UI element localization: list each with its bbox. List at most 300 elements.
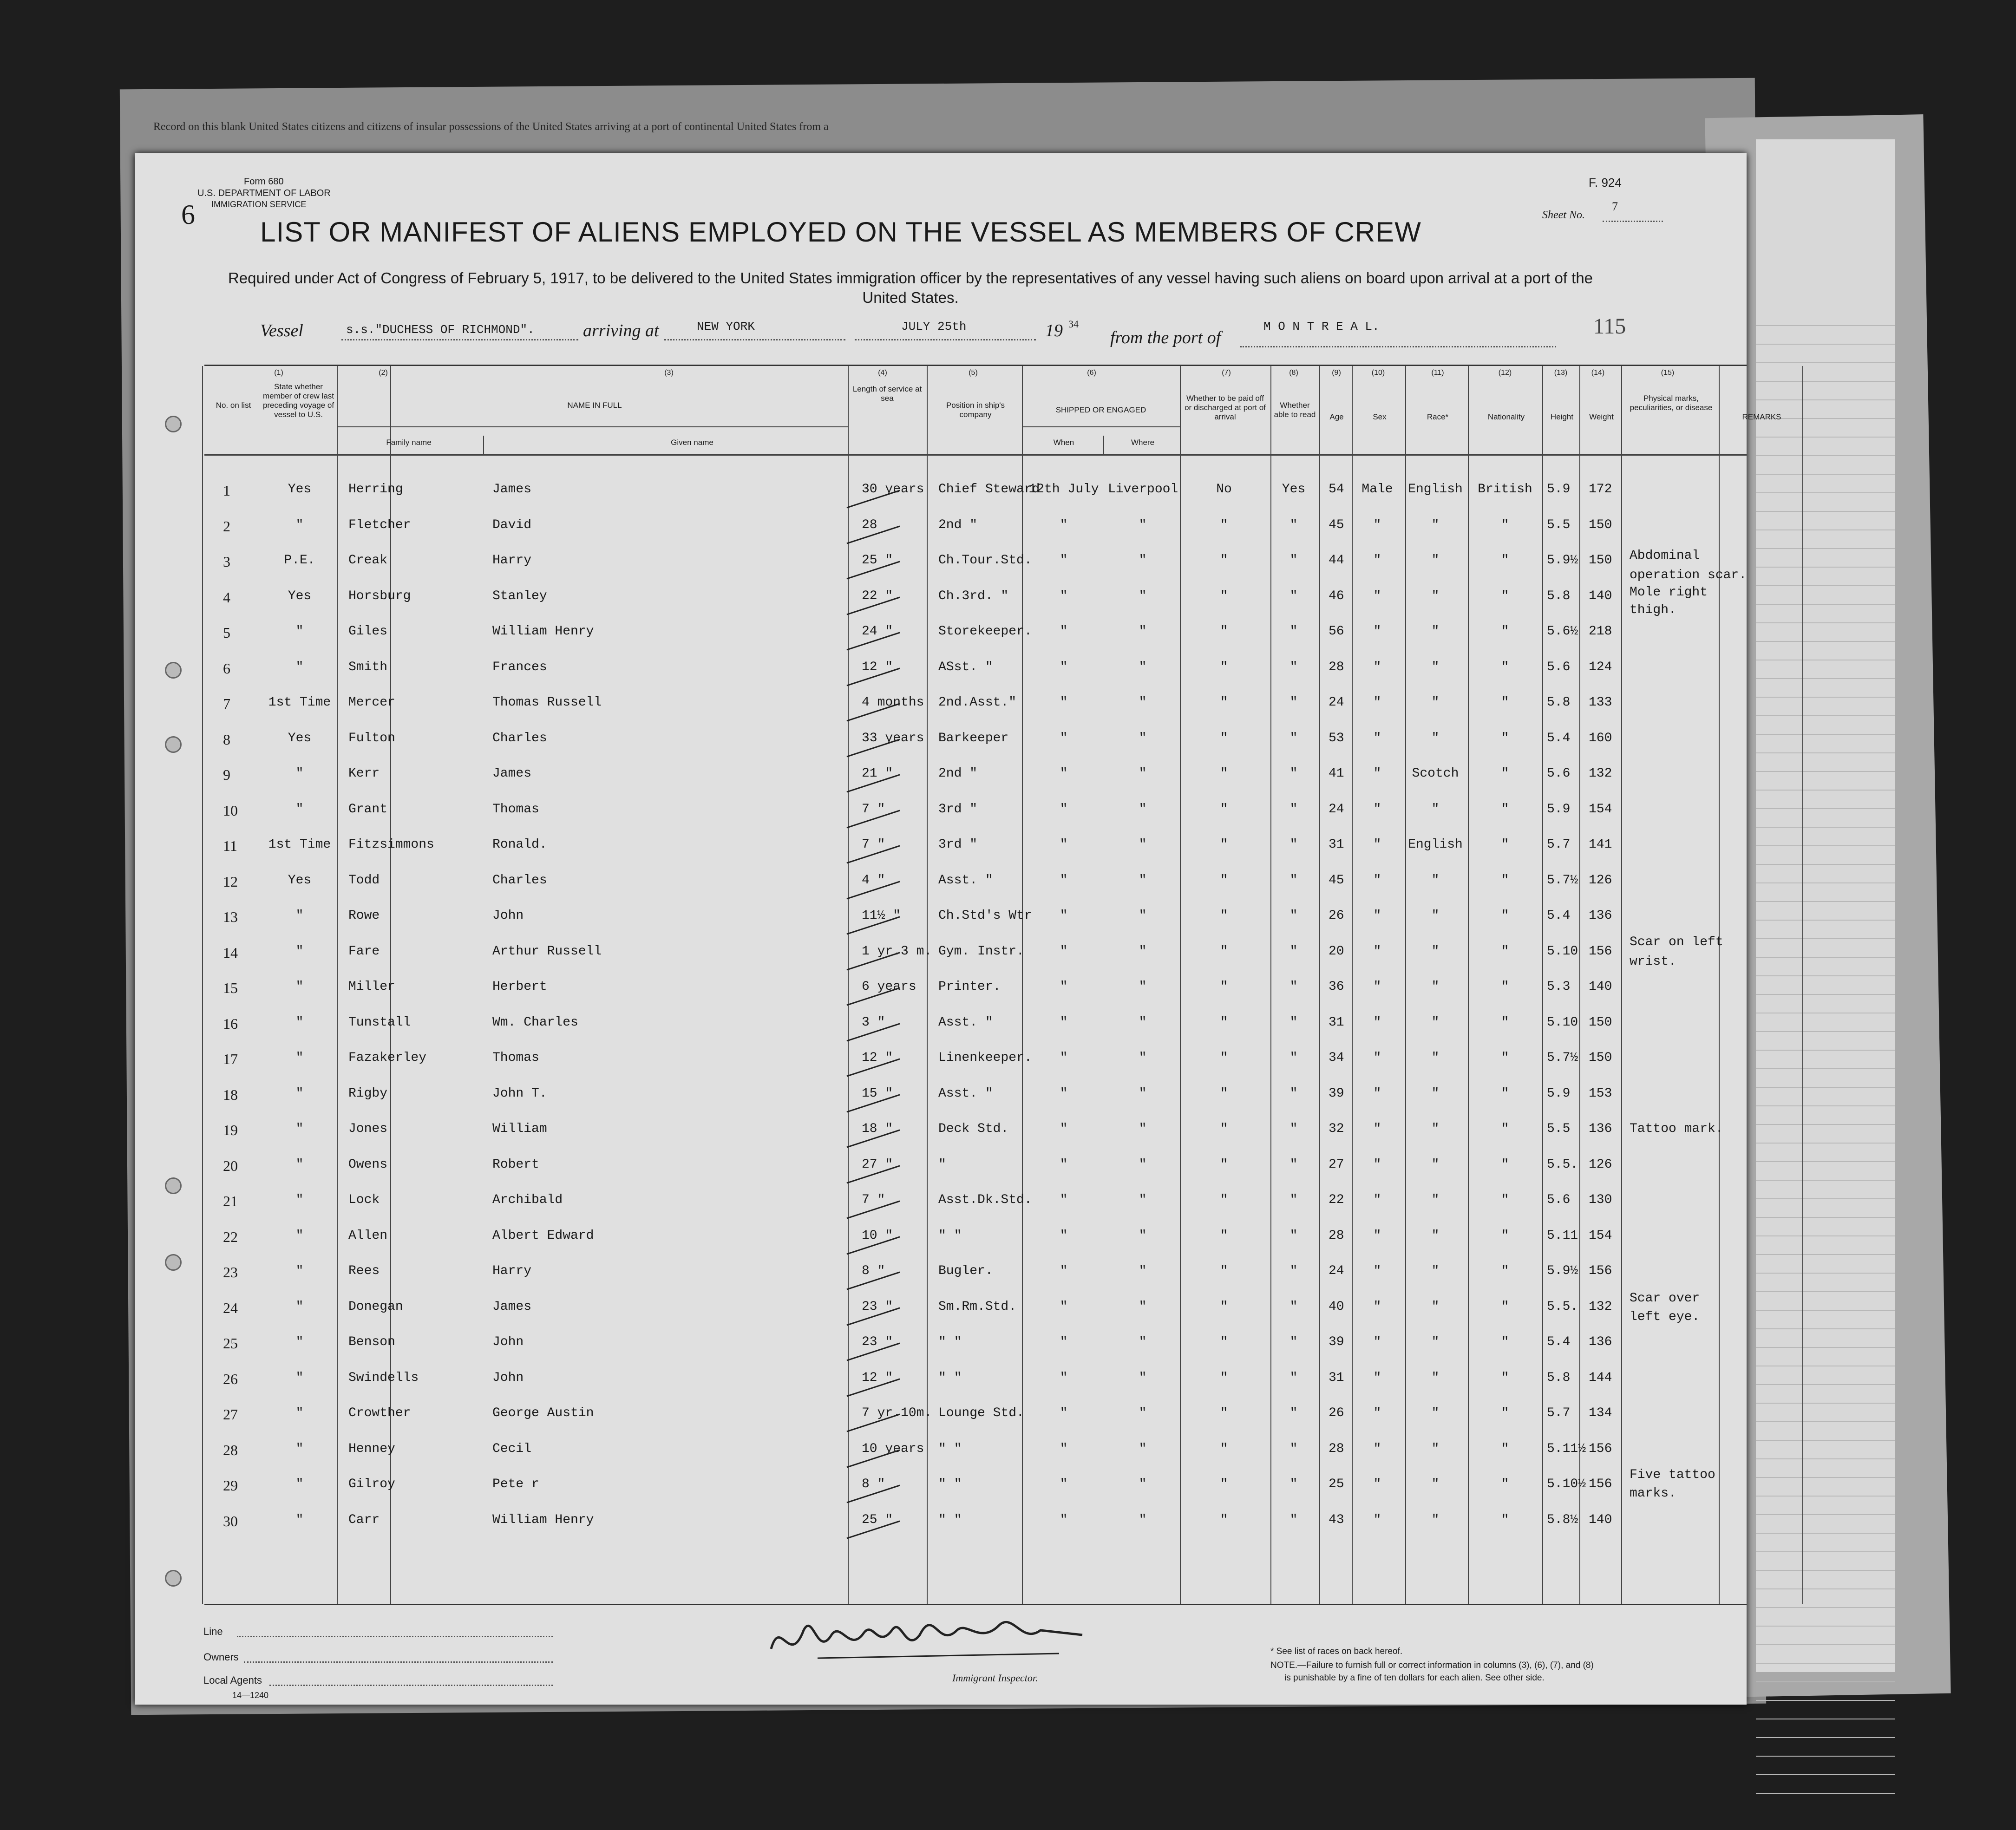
row-where: ": [1139, 980, 1147, 994]
ruled-line: [1756, 1644, 1895, 1645]
ruled-line: [1756, 344, 1895, 345]
row-given: Herbert: [492, 980, 547, 994]
col-read-header: Whether able to read: [1274, 401, 1316, 419]
header-bottom-rule: [204, 454, 1747, 456]
row-state: ": [295, 908, 304, 923]
row-nat: ": [1501, 1406, 1509, 1420]
row-age: 24: [1329, 1264, 1344, 1278]
row-no: 21: [223, 1193, 238, 1209]
row-length: 27 ": [862, 1157, 893, 1172]
row-when: ": [1060, 944, 1068, 959]
row-no: 17: [223, 1051, 238, 1067]
ruled-line: [1756, 678, 1895, 679]
row-state: ": [295, 1264, 304, 1278]
ruled-line: [1756, 1291, 1895, 1292]
ruled-sheet-right: [1756, 139, 1895, 1672]
row-where: ": [1139, 766, 1147, 781]
ruled-line: [1756, 920, 1895, 921]
ruled-line: [1756, 1050, 1895, 1051]
row-paid: ": [1220, 1051, 1228, 1065]
row-state: ": [295, 1122, 304, 1136]
column-number: (14): [1591, 369, 1605, 377]
row-age: 28: [1329, 1228, 1344, 1243]
row-nat: ": [1501, 660, 1509, 674]
row-race: ": [1431, 1335, 1440, 1349]
row-age: 43: [1329, 1512, 1344, 1527]
row-paid: ": [1220, 1157, 1228, 1172]
row-position: Ch.Tour.Std.: [938, 553, 1032, 568]
row-given: Stanley: [492, 588, 547, 603]
ruled-line: [1756, 1458, 1895, 1459]
row-where: ": [1139, 1335, 1147, 1349]
row-position: 3rd ": [938, 802, 978, 817]
row-position: 3rd ": [938, 837, 978, 852]
ruled-line: [1756, 399, 1895, 400]
row-weight: 136: [1589, 1335, 1612, 1349]
row-no: 28: [223, 1441, 238, 1458]
row-given: Harry: [492, 553, 532, 568]
row-read: ": [1289, 980, 1298, 994]
row-state: ": [295, 1477, 304, 1491]
col-family-header: Family name: [386, 438, 432, 447]
row-age: 36: [1329, 980, 1344, 994]
row-given: James: [492, 766, 532, 781]
ruled-line: [1756, 752, 1895, 753]
ruled-line: [1756, 808, 1895, 809]
row-read: ": [1289, 1193, 1298, 1207]
row-family: Herring: [348, 482, 403, 497]
row-race: ": [1431, 1299, 1440, 1314]
row-length: 25 ": [862, 553, 893, 568]
row-no: 12: [223, 873, 238, 890]
column-rule: [1719, 366, 1720, 1604]
row-height: 5.8½: [1547, 1512, 1578, 1527]
row-race: ": [1431, 624, 1440, 639]
row-position: Sm.Rm.Std.: [938, 1299, 1017, 1314]
row-weight: 126: [1589, 1157, 1612, 1172]
row-read: ": [1289, 1264, 1298, 1278]
row-where: ": [1139, 1299, 1147, 1314]
row-paid: ": [1220, 1193, 1228, 1207]
row-height: 5.10½: [1547, 1477, 1586, 1491]
row-given: James: [492, 482, 532, 497]
col-nationality-header: Nationality: [1487, 412, 1525, 421]
row-sex: ": [1373, 1086, 1381, 1101]
year-prefix: 19: [1045, 321, 1063, 340]
row-weight: 150: [1589, 517, 1612, 532]
row-race: ": [1431, 1370, 1440, 1385]
row-sex: ": [1373, 980, 1381, 994]
form-number: Form 680: [244, 176, 284, 187]
inspector-label: Immigrant Inspector.: [952, 1672, 1038, 1684]
row-read: ": [1289, 624, 1298, 639]
row-age: 20: [1329, 944, 1344, 959]
row-age: 45: [1329, 873, 1344, 888]
row-weight: 150: [1589, 1015, 1612, 1030]
row-paid: ": [1220, 1370, 1228, 1385]
row-sex: ": [1373, 588, 1381, 603]
row-where: ": [1139, 660, 1147, 674]
row-read: ": [1289, 1370, 1298, 1385]
ruled-line: [1756, 938, 1895, 939]
row-given: Archibald: [492, 1193, 563, 1207]
row-sex: ": [1373, 837, 1381, 852]
row-height: 5.7: [1547, 837, 1571, 852]
row-read: ": [1289, 873, 1298, 888]
row-race: ": [1431, 908, 1440, 923]
row-when: ": [1060, 1264, 1068, 1278]
ruled-line: [1756, 771, 1895, 772]
line-label: Line: [203, 1626, 223, 1637]
row-no: 18: [223, 1086, 238, 1103]
row-family: Donegan: [348, 1299, 403, 1314]
row-sex: ": [1373, 873, 1381, 888]
row-where: ": [1139, 1441, 1147, 1456]
row-state: 1st Time: [268, 837, 331, 852]
name-split-rule: [483, 436, 484, 454]
row-where: ": [1139, 802, 1147, 817]
from-label: from the port of: [1110, 328, 1221, 347]
row-sex: ": [1373, 1015, 1381, 1030]
binder-hole: [165, 1177, 182, 1194]
row-given: Robert: [492, 1157, 539, 1172]
row-paid: ": [1220, 766, 1228, 781]
row-sex: ": [1373, 1264, 1381, 1278]
row-family: Mercer: [348, 695, 395, 710]
ruled-line: [1756, 585, 1895, 586]
row-length: 6 years: [862, 980, 916, 994]
row-state: Yes: [288, 873, 312, 888]
row-weight: 130: [1589, 1193, 1612, 1207]
row-position: " ": [938, 1228, 962, 1243]
row-race: ": [1431, 1228, 1440, 1243]
row-age: 39: [1329, 1335, 1344, 1349]
row-where: ": [1139, 1228, 1147, 1243]
column-number: (12): [1498, 369, 1512, 377]
row-no: 5: [223, 624, 230, 641]
col-where-header: Where: [1131, 438, 1155, 447]
row-age: 34: [1329, 1051, 1344, 1065]
row-length: 7 ": [862, 1193, 885, 1207]
row-weight: 172: [1589, 482, 1612, 497]
row-position: 2nd.Asst.": [938, 695, 1017, 710]
row-height: 5.11: [1547, 1228, 1578, 1243]
row-state: ": [295, 1512, 304, 1527]
column-rule: [1468, 366, 1469, 1604]
row-sex: ": [1373, 908, 1381, 923]
row-sex: ": [1373, 660, 1381, 674]
row-nat: ": [1501, 1086, 1509, 1101]
row-paid: ": [1220, 660, 1228, 674]
row-read: ": [1289, 1122, 1298, 1136]
row-read: ": [1289, 766, 1298, 781]
row-length: 4 ": [862, 873, 885, 888]
row-length: 21 ": [862, 766, 893, 781]
row-age: 46: [1329, 588, 1344, 603]
row-race: ": [1431, 1406, 1440, 1420]
row-no: 8: [223, 731, 230, 748]
col-sex-header: Sex: [1373, 412, 1387, 421]
row-age: 53: [1329, 731, 1344, 745]
row-race: ": [1431, 802, 1440, 817]
row-where: ": [1139, 1122, 1147, 1136]
row-weight: 154: [1589, 802, 1612, 817]
row-family: Benson: [348, 1335, 395, 1349]
ruled-line: [1756, 1421, 1895, 1422]
row-age: 41: [1329, 766, 1344, 781]
row-weight: 144: [1589, 1370, 1612, 1385]
row-sex: ": [1373, 1299, 1381, 1314]
row-given: William Henry: [492, 624, 594, 639]
physical-mark-note: Scar over: [1630, 1291, 1700, 1306]
row-nat: ": [1501, 802, 1509, 817]
ruled-line: [1756, 1607, 1895, 1608]
row-height: 5.4: [1547, 908, 1571, 923]
ruled-line: [1756, 1514, 1895, 1515]
row-nat: ": [1501, 1015, 1509, 1030]
row-age: 25: [1329, 1477, 1344, 1491]
row-family: Fare: [348, 944, 380, 959]
ruled-line: [1756, 1440, 1895, 1441]
row-age: 27: [1329, 1157, 1344, 1172]
row-sex: Male: [1361, 482, 1393, 497]
row-paid: ": [1220, 553, 1228, 568]
row-race: ": [1431, 553, 1440, 568]
arrival-date: JULY 25th: [901, 320, 967, 333]
row-age: 31: [1329, 1370, 1344, 1385]
row-given: Frances: [492, 660, 547, 674]
row-length: 28: [862, 517, 877, 532]
ruled-line: [1756, 1477, 1895, 1478]
row-when: ": [1060, 1441, 1068, 1456]
ruled-line: [1756, 1347, 1895, 1348]
row-when: ": [1060, 1512, 1068, 1527]
row-height: 5.6: [1547, 766, 1571, 781]
row-race: ": [1431, 1441, 1440, 1456]
row-length: 23 ": [862, 1335, 893, 1349]
row-no: 11: [223, 837, 237, 854]
ruled-line: [1756, 1774, 1895, 1775]
row-state: ": [295, 1299, 304, 1314]
row-nat: ": [1501, 1228, 1509, 1243]
row-family: Tunstall: [348, 1015, 411, 1030]
row-when: ": [1060, 588, 1068, 603]
row-height: 5.8: [1547, 1370, 1571, 1385]
row-when: ": [1060, 517, 1068, 532]
row-where: ": [1139, 908, 1147, 923]
row-height: 5.6: [1547, 660, 1571, 674]
row-no: 29: [223, 1477, 238, 1494]
row-sex: ": [1373, 944, 1381, 959]
shipped-header-rule: [1022, 426, 1180, 427]
row-paid: ": [1220, 588, 1228, 603]
row-when: ": [1060, 624, 1068, 639]
row-when: ": [1060, 1051, 1068, 1065]
vessel-line: [341, 339, 578, 340]
sheet-line: [1603, 221, 1663, 222]
row-position: Chief Steward: [938, 482, 1040, 497]
row-height: 5.7½: [1547, 1051, 1578, 1065]
column-rule: [1579, 366, 1580, 1604]
row-race: ": [1431, 1015, 1440, 1030]
row-family: Rees: [348, 1264, 380, 1278]
column-number: (4): [878, 369, 887, 377]
row-weight: 218: [1589, 624, 1612, 639]
row-position: Ch.Std's Wtr: [938, 908, 1032, 923]
row-position: Ch.3rd. ": [938, 588, 1009, 603]
form-code-footer: 14—1240: [232, 1691, 269, 1700]
row-weight: 141: [1589, 837, 1612, 852]
column-number: (8): [1289, 369, 1298, 377]
binder-hole: [165, 416, 182, 432]
column-rule: [848, 366, 849, 1604]
row-weight: 150: [1589, 553, 1612, 568]
row-when: ": [1060, 1335, 1068, 1349]
col-name-header: NAME IN FULL: [567, 401, 622, 410]
row-when: ": [1060, 1157, 1068, 1172]
row-state: ": [295, 660, 304, 674]
physical-mark-note: wrist.: [1630, 954, 1676, 969]
row-length: 7 ": [862, 802, 885, 817]
row-weight: 133: [1589, 695, 1612, 710]
row-weight: 132: [1589, 1299, 1612, 1314]
row-sex: ": [1373, 624, 1381, 639]
row-state: ": [295, 517, 304, 532]
row-family: Fletcher: [348, 517, 411, 532]
row-where: ": [1139, 731, 1147, 745]
row-nat: ": [1501, 1512, 1509, 1527]
row-position: Barkeeper: [938, 731, 1009, 745]
row-height: 5.9½: [1547, 553, 1578, 568]
ruled-line: [1756, 641, 1895, 642]
row-when: ": [1060, 1477, 1068, 1491]
column-rule: [1270, 366, 1271, 1604]
underlying-sheet-text: Record on this blank United States citizens and citizens of insular possessions of the United States arriving at a port of continental United States from a: [153, 121, 829, 133]
row-no: 27: [223, 1406, 238, 1423]
row-given: George Austin: [492, 1406, 594, 1420]
row-family: Fazakerley: [348, 1051, 427, 1065]
row-weight: 160: [1589, 731, 1612, 745]
row-age: 26: [1329, 1406, 1344, 1420]
row-no: 13: [223, 908, 238, 925]
row-sex: ": [1373, 1228, 1381, 1243]
row-race: ": [1431, 1122, 1440, 1136]
row-when: ": [1060, 1370, 1068, 1385]
row-weight: 136: [1589, 908, 1612, 923]
ruled-line: [1756, 1124, 1895, 1125]
ruled-line: [1756, 604, 1895, 605]
row-family: Crowther: [348, 1406, 411, 1420]
row-position: " ": [938, 1512, 962, 1527]
row-height: 5.7½: [1547, 873, 1578, 888]
row-race: ": [1431, 1086, 1440, 1101]
row-position: Asst. ": [938, 1086, 993, 1101]
row-length: 12 ": [862, 1370, 893, 1385]
row-given: Pete r: [492, 1477, 539, 1491]
row-state: P.E.: [284, 553, 315, 568]
ruled-line: [1756, 1217, 1895, 1218]
row-height: 5.4: [1547, 1335, 1571, 1349]
row-no: 4: [223, 588, 230, 606]
row-position: " ": [938, 1335, 962, 1349]
col-age-header: Age: [1329, 412, 1344, 421]
row-paid: ": [1220, 731, 1228, 745]
row-given: Thomas Russell: [492, 695, 602, 710]
ruled-line: [1756, 1403, 1895, 1404]
row-state: ": [295, 1228, 304, 1243]
row-position: Gym. Instr.: [938, 944, 1024, 959]
row-no: 19: [223, 1122, 238, 1138]
row-family: Gilroy: [348, 1477, 395, 1491]
port-line: [664, 339, 845, 340]
row-given: Thomas: [492, 1051, 539, 1065]
row-age: 26: [1329, 908, 1344, 923]
row-paid: ": [1220, 1299, 1228, 1314]
row-sex: ": [1373, 553, 1381, 568]
row-length: 4 months: [862, 695, 924, 710]
local-agents-label: Local Agents: [203, 1674, 262, 1686]
row-height: 5.5.: [1547, 1157, 1578, 1172]
row-nat: ": [1501, 1477, 1509, 1491]
ruled-line: [1756, 362, 1895, 363]
column-number: (10): [1371, 369, 1385, 377]
row-paid: ": [1220, 908, 1228, 923]
ruled-line: [1756, 697, 1895, 698]
row-nat: ": [1501, 588, 1509, 603]
row-given: Charles: [492, 873, 547, 888]
row-no: 9: [223, 766, 230, 783]
ruled-line: [1756, 845, 1895, 846]
ruled-line: [1756, 1031, 1895, 1032]
row-when: ": [1060, 660, 1068, 674]
row-weight: 136: [1589, 1122, 1612, 1136]
row-height: 5.4: [1547, 731, 1571, 745]
row-where: ": [1139, 624, 1147, 639]
row-race: ": [1431, 588, 1440, 603]
ruled-line: [1756, 474, 1895, 475]
row-no: 23: [223, 1264, 238, 1281]
column-number: (9): [1332, 369, 1341, 377]
ruled-line: [1756, 957, 1895, 958]
from-port-line: [1240, 346, 1556, 347]
row-age: 45: [1329, 517, 1344, 532]
physical-mark-note: Abdominal: [1630, 549, 1700, 563]
row-when: ": [1060, 873, 1068, 888]
name-header-rule: [337, 426, 848, 427]
row-height: 5.6½: [1547, 624, 1578, 639]
row-no: 30: [223, 1512, 238, 1529]
row-family: Carr: [348, 1512, 380, 1527]
row-height: 5.10: [1547, 1015, 1578, 1030]
row-given: Ronald.: [492, 837, 547, 852]
row-when: ": [1060, 1406, 1068, 1420]
row-length: 1 yr.3 m.: [862, 944, 932, 959]
col-weight-header: Weight: [1589, 412, 1614, 421]
col-marks-header: Physical marks, peculiarities, or disease: [1630, 394, 1713, 412]
row-position: Asst. ": [938, 873, 993, 888]
page-title: LIST OR MANIFEST OF ALIENS EMPLOYED ON THE VESSEL AS MEMBERS OF CREW: [260, 216, 1421, 248]
row-given: John T.: [492, 1086, 547, 1101]
row-family: Smith: [348, 660, 388, 674]
row-no: 26: [223, 1370, 238, 1387]
row-sex: ": [1373, 1157, 1381, 1172]
handwritten-number: 115: [1593, 314, 1626, 339]
row-no: 20: [223, 1157, 238, 1174]
col-race-header: Race*: [1427, 412, 1449, 421]
row-sex: ": [1373, 1122, 1381, 1136]
row-family: Rigby: [348, 1086, 388, 1101]
row-race: English: [1408, 482, 1463, 497]
